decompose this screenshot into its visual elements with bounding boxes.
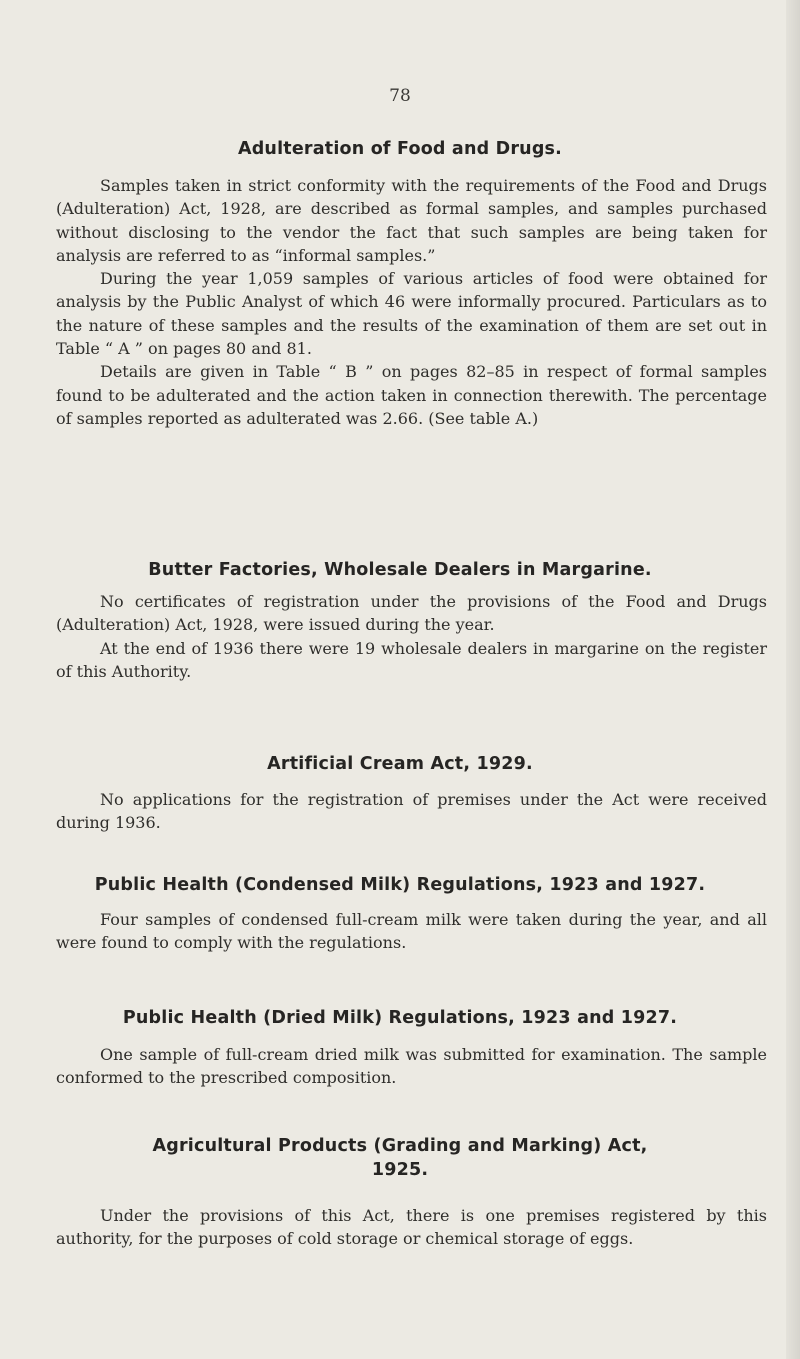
paragraph: At the end of 1936 there were 19 wholesale dealers in margarine on the register of this Authority. xyxy=(56,638,767,681)
section-heading-artificial-cream: Artificial Cream Act, 1929. xyxy=(267,754,533,774)
heading-line: 1925. xyxy=(371,1160,429,1180)
paragraph: Details are given in Table “ B ” on pages 82–85 in respect of formal samples found to be adulterated and the action taken in connection therewith. The percentage of samples reported as adulterated was 2.66. (See table A.) xyxy=(56,362,767,428)
section-heading-condensed-milk: Public Health (Condensed Milk) Regulations, 1923 and 1927. xyxy=(94,875,706,895)
section-heading-butter-factories: Butter Factories, Wholesale Dealers in Margarine. xyxy=(148,560,652,580)
section-heading-adulteration: Adulteration of Food and Drugs. xyxy=(237,139,563,159)
section-body-dried-milk xyxy=(56,1043,767,1090)
paragraph: Samples taken in strict conformity with the requirements of the Food and Drugs (Adulteration) Act, 1928, are described as formal samples, and samples purchased without disclosing to the vendor the fact that such samples are being taken for analysis are referred to as “informal samples.” xyxy=(56,176,767,265)
page-number: 78 xyxy=(389,86,411,106)
page-edge-shadow xyxy=(786,0,800,1359)
section-body-agricultural-products xyxy=(56,1204,767,1251)
section-body-butter-factories xyxy=(56,590,767,683)
paragraph: No applications for the registration of premises under the Act were received during 1936. xyxy=(56,790,767,833)
section-body-condensed-milk xyxy=(56,908,767,955)
paragraph: Under the provisions of this Act, there is one premises registered by this authority, for the purposes of cold storage or chemical storage of eggs. xyxy=(56,1206,767,1249)
paragraph: Four samples of condensed full-cream milk were taken during the year, and all were found to comply with the regulations. xyxy=(56,910,767,953)
heading-line: Agricultural Products (Grading and Marking) Act, xyxy=(152,1136,648,1156)
section-heading-agricultural-products xyxy=(40,1134,760,1182)
section-heading-dried-milk: Public Health (Dried Milk) Regulations, 1923 and 1927. xyxy=(122,1008,678,1028)
paragraph: During the year 1,059 samples of various articles of food were obtained for analysis by the Public Analyst of which 46 were informally procured. Particulars as to the nature of these samples and the results of the examination of them are set out in Table “ A ” on pages 80 and 81. xyxy=(56,269,767,359)
section-body-artificial-cream xyxy=(56,788,767,835)
paragraph: One sample of full-cream dried milk was submitted for examination. The sample conformed to the prescribed composition. xyxy=(56,1045,767,1088)
paragraph: No certificates of registration under the provisions of the Food and Drugs (Adulteration) Act, 1928, were issued during the year. xyxy=(56,592,767,635)
section-body-adulteration xyxy=(56,174,767,430)
